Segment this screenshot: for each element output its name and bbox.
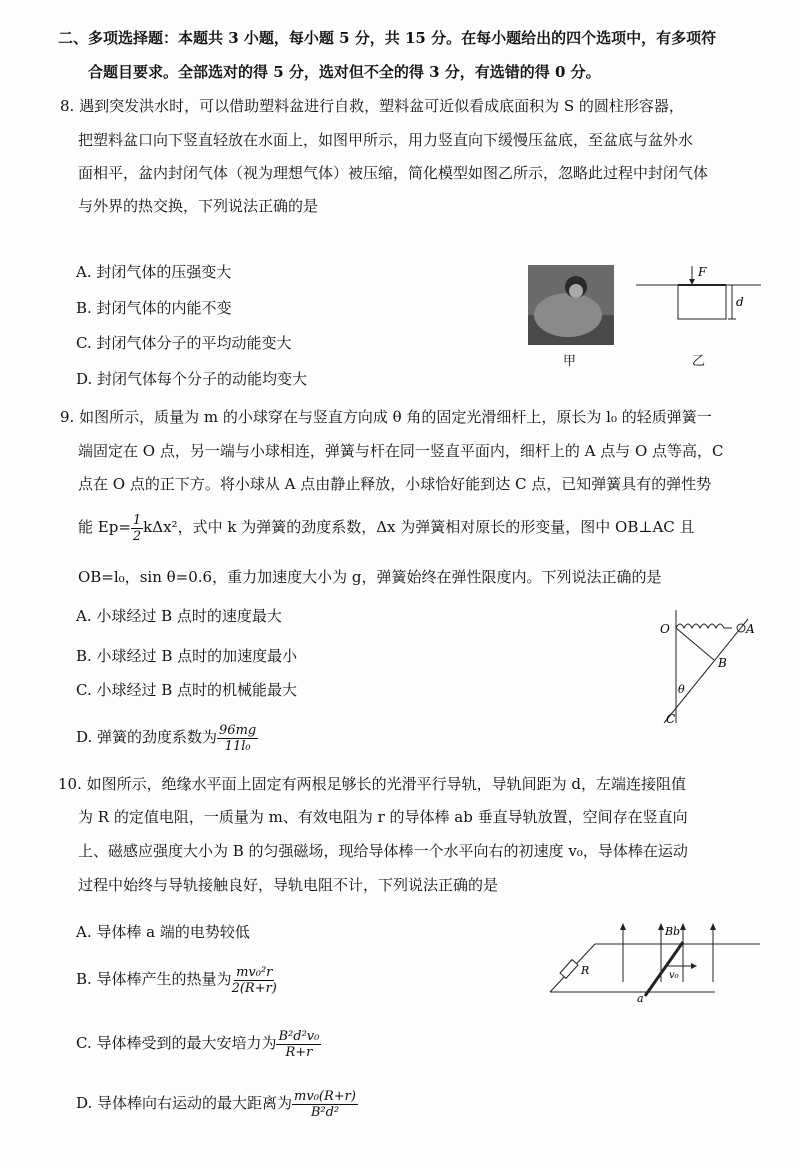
q8-option-d: D. 封闭气体每个分子的动能均变大 <box>76 370 308 388</box>
label-B: B <box>665 925 674 938</box>
denominator: R+r <box>285 1044 313 1060</box>
q9-formula-line <box>78 510 695 544</box>
q10-option-c <box>76 1026 321 1060</box>
label-O: O <box>660 622 670 636</box>
label-b: b <box>673 925 681 938</box>
fraction <box>276 1029 321 1060</box>
q9-text: 9. 如图所示，质量为 m 的小球穿在与竖直方向成 θ 角的固定光滑细杆上，原长为 l₀ 的轻质弹簧一 <box>60 408 712 426</box>
q9-text: OB=l₀，sin θ=0.6，重力加速度大小为 g，弹簧始终在弹性限度内。下列说法正确的是 <box>78 568 662 586</box>
q10-text: 过程中始终与导轨接触良好，导轨电阻不计，下列说法正确的是 <box>78 876 499 894</box>
numerator: B²d²v₀ <box>278 1028 320 1044</box>
q10-text: 为 R 的定值电阻，一质量为 m、有效电阻为 r 的导体棒 ab 垂直导轨放置，空间存在竖直向 <box>78 808 688 826</box>
q8-option-b: B. 封闭气体的内能不变 <box>76 299 232 317</box>
q8-text: 面相平，盆内封闭气体（视为理想气体）被压缩，简化模型如图乙所示，忽略此过程中封闭气体 <box>78 164 709 182</box>
q10-text: 10. 如图所示，绝缘水平面上固定有两根足够长的光滑平行导轨，导轨间距为 d，左端连接阻值 <box>58 775 686 793</box>
q10-option-b <box>76 962 277 996</box>
q8-text: 与外界的热交换，下列说法正确的是 <box>78 197 319 215</box>
q10-option-d <box>76 1086 358 1120</box>
q8-text: 8. 遇到突发洪水时，可以借助塑料盆进行自救，塑料盆可近似看成底面积为 S 的圆柱形容器， <box>60 97 684 115</box>
numerator: 96mg <box>219 722 257 738</box>
section-header: 二、多项选择题：本题共 3 小题，每小题 5 分，共 15 分。在每小题给出的四个选项中，有多项符 <box>58 29 717 47</box>
label-R: R <box>581 964 590 977</box>
force-label: F <box>698 265 707 279</box>
label-v0: v₀ <box>669 970 679 981</box>
q10-option-a: A. 导体棒 a 端的电势较低 <box>76 923 250 941</box>
fig-label-yi: 乙 <box>692 354 706 369</box>
label-a: a <box>637 992 644 1004</box>
text: 能 Ep= <box>78 518 131 536</box>
q9-option-d <box>76 720 258 754</box>
text: D. 弹簧的劲度系数为 <box>76 728 218 746</box>
section-header-cont: 合题目要求。全部选对的得 5 分，选对但不全的得 3 分，有选错的得 0 分。 <box>88 63 601 81</box>
q9-text: 点在 O 点的正下方。将小球从 A 点由静止释放，小球恰好能到达 C 点，已知弹簧具有的弹性势 <box>78 475 712 493</box>
label-theta: θ <box>678 683 685 696</box>
q10-text: 上、磁感应强度大小为 B 的匀强磁场，现给导体棒一个水平向右的初速度 v₀，导体棒在运动 <box>78 842 688 860</box>
q9-option-c: C. 小球经过 B 点时的机械能最大 <box>76 681 298 699</box>
text: D. 导体棒向右运动的最大距离为 <box>76 1094 293 1112</box>
depth-label: d <box>736 295 744 309</box>
q8-option-a: A. 封闭气体的压强变大 <box>76 263 232 281</box>
denominator: 2(R+r) <box>231 980 277 996</box>
q8-option-c: C. 封闭气体分子的平均动能变大 <box>76 334 292 352</box>
q8-diagram <box>636 262 761 347</box>
fig-label-jia: 甲 <box>563 354 577 369</box>
text: C. 导体棒受到的最大安培力为 <box>76 1034 277 1052</box>
label-B: B <box>718 656 727 670</box>
numerator: mv₀(R+r) <box>294 1088 356 1104</box>
fraction <box>232 965 277 996</box>
q9-diagram <box>640 605 765 727</box>
fraction <box>217 723 258 754</box>
q8-photo <box>528 265 614 345</box>
fraction <box>292 1089 358 1120</box>
denominator: B²d² <box>310 1104 340 1120</box>
numerator: 1 <box>132 512 142 528</box>
q10-diagram <box>545 922 765 1004</box>
q9-option-b: B. 小球经过 B 点时的加速度最小 <box>76 647 298 665</box>
label-A: A <box>746 622 755 636</box>
q9-text: 端固定在 O 点，另一端与小球相连，弹簧与杆在同一竖直平面内，细杆上的 A 点与 O 点等高，C <box>78 442 724 460</box>
q9-option-a: A. 小球经过 B 点时的速度最大 <box>76 607 282 625</box>
label-C: C <box>666 712 676 726</box>
numerator: mv₀²r <box>236 964 273 980</box>
denominator: 11l₀ <box>224 738 251 754</box>
q8-text: 把塑料盆口向下竖直轻放在水面上，如图甲所示，用力竖直向下缓慢压盆底，至盆底与盆外水 <box>78 131 694 149</box>
denominator: 2 <box>132 528 142 544</box>
text: B. 导体棒产生的热量为 <box>76 970 232 988</box>
text: kΔx²，式中 k 为弹簧的劲度系数，Δx 为弹簧相对原长的形变量，图中 OB⊥AC 且 <box>143 518 695 536</box>
fraction <box>131 513 143 544</box>
